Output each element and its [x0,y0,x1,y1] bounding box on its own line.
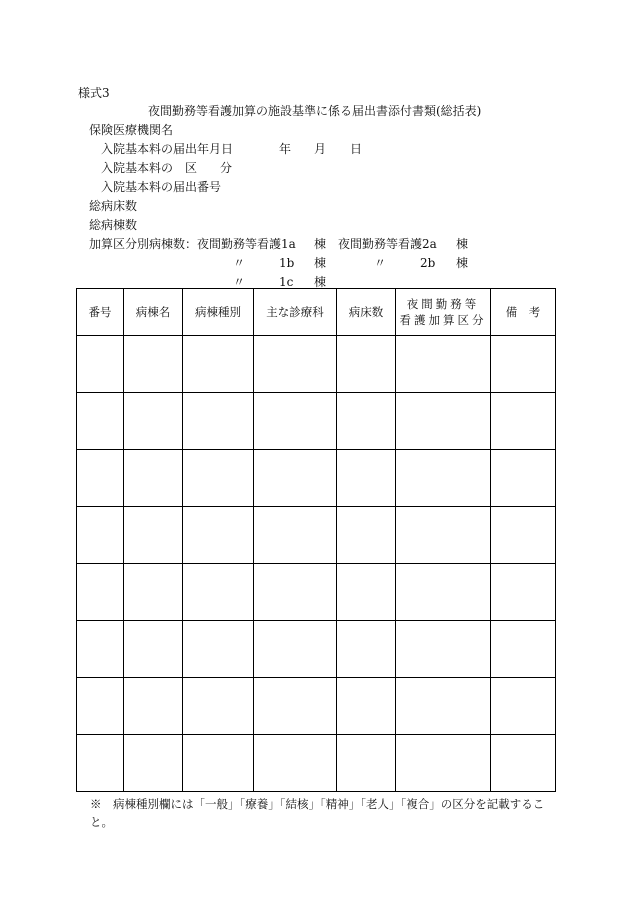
table-cell[interactable] [77,621,124,678]
institution-name-label: 保険医療機関名 [89,123,174,137]
table-cell[interactable] [124,393,183,450]
table-cell[interactable] [491,678,556,735]
table-cell[interactable] [77,507,124,564]
table-cell[interactable] [254,450,337,507]
table-cell[interactable] [337,678,396,735]
header-number: 番号 [77,289,124,336]
header-main-department: 主な診療科 [254,289,337,336]
filing-date-label: 入院基本料の届出年月日 [101,142,234,156]
table-cell[interactable] [254,564,337,621]
header-ward-name: 病棟名 [124,289,183,336]
table-cell[interactable] [77,678,124,735]
header-remarks: 備 考 [491,289,556,336]
form-number: 様式3 [78,86,110,100]
table-cell[interactable] [337,393,396,450]
table-cell[interactable] [337,621,396,678]
table-cell[interactable] [183,678,254,735]
table-row [77,678,556,735]
class-suffix: 分 [220,161,233,175]
document-title: 夜間勤務等看護加算の施設基準に係る届出書添付書類(総括表) [148,104,482,118]
table-cell[interactable] [396,393,491,450]
class-label: 入院基本料の 区 [101,161,198,175]
breakdown-label: 加算区分別病棟数：夜間勤務等看護1a [89,237,296,251]
label-2b: 2b [420,256,436,270]
table-row [77,735,556,792]
table-cell[interactable] [396,450,491,507]
table-cell[interactable] [124,336,183,393]
day-label: 日 [350,142,363,156]
table-row [77,621,556,678]
label-1c: 1c [279,275,294,289]
breakdown-2a-label: 夜間勤務等看護2a [338,237,437,251]
table-cell[interactable] [396,621,491,678]
table-cell[interactable] [124,621,183,678]
ditto-2b: 〃 [374,256,387,270]
table-cell[interactable] [77,393,124,450]
unit-1c: 棟 [314,275,327,289]
table-cell[interactable] [396,678,491,735]
header-night-nursing-class-line1: 夜間勤務等 [406,296,480,311]
table-cell[interactable] [77,735,124,792]
header-night-nursing-class [396,289,491,336]
table-cell[interactable] [124,507,183,564]
table-cell[interactable] [491,621,556,678]
table-cell[interactable] [254,507,337,564]
table-cell[interactable] [491,564,556,621]
ward-summary-table [76,288,556,792]
table-cell[interactable] [491,735,556,792]
table-cell[interactable] [396,336,491,393]
table-cell[interactable] [337,336,396,393]
unit-1a: 棟 [314,237,327,251]
table-cell[interactable] [491,393,556,450]
header-night-nursing-class-line2: 看護加算区分 [399,313,487,327]
table-cell[interactable] [337,507,396,564]
header-ward-type: 病棟種別 [183,289,254,336]
table-cell[interactable] [183,735,254,792]
table-cell[interactable] [491,450,556,507]
table-cell[interactable] [183,450,254,507]
ditto-1b: 〃 [233,256,246,270]
table-row [77,393,556,450]
table-cell[interactable] [396,507,491,564]
label-1b: 1b [279,256,295,270]
header-bed-count: 病床数 [337,289,396,336]
table-cell[interactable] [254,735,337,792]
table-cell[interactable] [491,336,556,393]
table-row [77,507,556,564]
table-cell[interactable] [124,564,183,621]
table-cell[interactable] [396,735,491,792]
table-cell[interactable] [77,336,124,393]
table-cell[interactable] [254,621,337,678]
table-cell[interactable] [183,564,254,621]
table-cell[interactable] [337,735,396,792]
unit-2b: 棟 [456,256,469,270]
unit-2a: 棟 [456,237,469,251]
filing-number-label: 入院基本料の届出番号 [101,180,222,194]
table-cell[interactable] [77,450,124,507]
ditto-1c: 〃 [233,275,246,289]
footnote: ※ 病棟種別欄には「一般」「療養」「結核」「精神」「老人」「複合」の区分を記載すること。 [90,797,545,830]
table-cell[interactable] [124,678,183,735]
table-cell[interactable] [254,336,337,393]
year-label: 年 [279,142,292,156]
total-beds-label: 総病床数 [89,199,138,213]
table-cell[interactable] [337,564,396,621]
unit-1b: 棟 [314,256,327,270]
total-wards-label: 総病棟数 [89,218,138,232]
table-cell[interactable] [124,450,183,507]
table-cell[interactable] [254,393,337,450]
table-row [77,336,556,393]
table-cell[interactable] [183,336,254,393]
table-cell[interactable] [183,621,254,678]
table-cell[interactable] [396,564,491,621]
table-header-row [77,289,556,336]
table-cell[interactable] [77,564,124,621]
table-row [77,450,556,507]
table-cell[interactable] [183,393,254,450]
table-cell[interactable] [183,507,254,564]
table-cell[interactable] [491,507,556,564]
table-cell[interactable] [337,450,396,507]
table-cell[interactable] [124,735,183,792]
month-label: 月 [314,142,327,156]
table-row [77,564,556,621]
table-cell[interactable] [254,678,337,735]
